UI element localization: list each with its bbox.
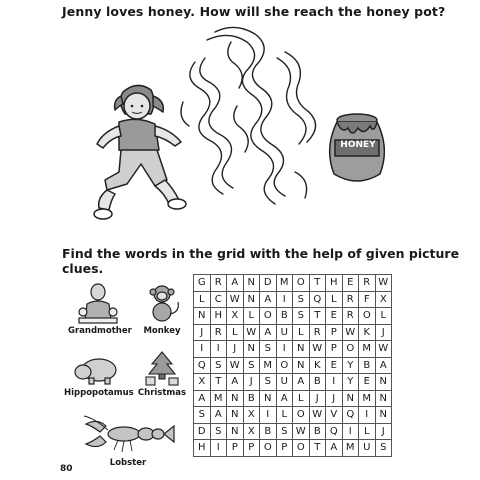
clue-label-monkey: Monkey	[143, 326, 181, 336]
grid-cell[interactable]: B	[243, 390, 260, 407]
honey-pot-label: HONEY	[340, 140, 376, 150]
clue-label-christmas: Christmas	[137, 388, 187, 398]
grid-cell[interactable]: W	[227, 291, 244, 308]
grid-cell[interactable]: A	[227, 374, 244, 391]
grid-row	[194, 374, 392, 391]
grid-cell[interactable]: I	[260, 407, 277, 424]
page-number: 80	[60, 464, 73, 474]
hippopotamus-icon	[73, 354, 121, 386]
grid-cell[interactable]: L	[359, 423, 376, 440]
grid-cell[interactable]: B	[260, 423, 277, 440]
grid-cell[interactable]: N	[227, 423, 244, 440]
grid-cell[interactable]: A	[210, 407, 227, 424]
grandmother-icon	[75, 282, 121, 324]
grid-cell[interactable]: S	[260, 341, 277, 358]
grid-cell[interactable]: Q	[326, 423, 343, 440]
grid-cell[interactable]: O	[293, 440, 310, 457]
grid-cell[interactable]: W	[309, 407, 326, 424]
grid-row	[194, 407, 392, 424]
clue-label-hippopotamus: Hippopotamus	[64, 388, 134, 398]
grid-cell[interactable]: I	[194, 341, 211, 358]
grid-row	[194, 324, 392, 341]
grid-cell[interactable]: O	[359, 308, 376, 325]
grid-row	[194, 291, 392, 308]
grid-cell[interactable]: X	[375, 291, 392, 308]
grid-cell[interactable]: A	[276, 390, 293, 407]
grid-cell[interactable]: P	[276, 440, 293, 457]
grid-cell[interactable]: L	[227, 324, 244, 341]
grid-row	[194, 341, 392, 358]
grid-cell[interactable]: M	[260, 357, 277, 374]
grid-cell[interactable]: X	[243, 407, 260, 424]
grid-row	[194, 308, 392, 325]
grid-cell[interactable]: K	[359, 324, 376, 341]
monkey-icon	[142, 282, 182, 324]
grid-cell[interactable]: W	[342, 324, 359, 341]
grid-cell[interactable]: U	[276, 324, 293, 341]
grid-cell[interactable]: O	[276, 357, 293, 374]
grid-row	[194, 440, 392, 457]
grid-cell[interactable]: B	[276, 308, 293, 325]
grid-row	[194, 423, 392, 440]
grid-cell[interactable]: X	[194, 374, 211, 391]
grid-cell[interactable]: S	[276, 423, 293, 440]
grid-cell[interactable]: K	[309, 357, 326, 374]
grid-cell[interactable]: M	[359, 341, 376, 358]
grid-cell[interactable]: A	[260, 291, 277, 308]
grid-cell[interactable]: L	[375, 308, 392, 325]
clue-christmas	[136, 350, 188, 398]
grid-cell[interactable]: T	[210, 374, 227, 391]
grid-row	[194, 357, 392, 374]
grid-cell[interactable]: X	[227, 308, 244, 325]
clue-grandmother	[68, 282, 132, 336]
grid-cell[interactable]: M	[276, 275, 293, 292]
christmas-tree-icon	[144, 350, 180, 386]
grid-cell[interactable]: I	[276, 341, 293, 358]
grid-cell[interactable]: D	[260, 275, 277, 292]
grid-cell[interactable]: L	[293, 324, 310, 341]
grid-cell[interactable]: N	[260, 390, 277, 407]
grid-cell[interactable]: N	[293, 341, 310, 358]
lobster-icon	[80, 414, 176, 456]
grid-cell[interactable]: A	[260, 324, 277, 341]
grid-row	[194, 275, 392, 292]
grid-cell[interactable]: I	[326, 374, 343, 391]
grid-cell[interactable]: Q	[194, 357, 211, 374]
grid-cell[interactable]: A	[194, 390, 211, 407]
grid-cell[interactable]: R	[210, 324, 227, 341]
grid-cell[interactable]: J	[243, 374, 260, 391]
grid-cell[interactable]: L	[276, 407, 293, 424]
grid-cell[interactable]: E	[326, 308, 343, 325]
clue-label-grandmother: Grandmother	[68, 326, 132, 336]
grid-cell[interactable]: T	[309, 275, 326, 292]
grid-cell[interactable]: S	[243, 357, 260, 374]
grid-cell[interactable]: S	[194, 407, 211, 424]
clue-hippopotamus	[64, 354, 134, 398]
grid-cell[interactable]: P	[227, 440, 244, 457]
grid-cell[interactable]: E	[359, 374, 376, 391]
grid-cell[interactable]: P	[326, 324, 343, 341]
grid-cell[interactable]: X	[243, 423, 260, 440]
grid-cell[interactable]: N	[293, 357, 310, 374]
grid-cell[interactable]: O	[293, 407, 310, 424]
grid-cell[interactable]: J	[227, 341, 244, 358]
grid-cell[interactable]: C	[210, 291, 227, 308]
grid-cell[interactable]: H	[194, 440, 211, 457]
grid-cell[interactable]: O	[260, 308, 277, 325]
grid-cell[interactable]: R	[309, 324, 326, 341]
grid-cell[interactable]: E	[326, 357, 343, 374]
grid-cell[interactable]: R	[342, 308, 359, 325]
grid-cell[interactable]: T	[309, 308, 326, 325]
grid-cell[interactable]: S	[293, 291, 310, 308]
grid-cell[interactable]: W	[227, 357, 244, 374]
maze-instruction: Jenny loves honey. How will she reach the honey pot?	[62, 4, 446, 19]
grid-cell[interactable]: L	[194, 291, 211, 308]
grid-cell[interactable]: N	[375, 374, 392, 391]
grid-cell[interactable]: V	[326, 407, 343, 424]
grid-cell[interactable]: I	[210, 440, 227, 457]
clue-monkey	[140, 282, 184, 336]
grid-cell[interactable]: N	[243, 275, 260, 292]
grid-cell[interactable]: L	[326, 291, 343, 308]
grid-cell[interactable]: J	[194, 324, 211, 341]
grid-cell[interactable]: P	[243, 440, 260, 457]
grid-cell[interactable]: J	[309, 390, 326, 407]
honey-maze	[175, 22, 325, 212]
grid-cell[interactable]: Y	[342, 374, 359, 391]
grid-cell[interactable]: R	[342, 291, 359, 308]
grid-cell[interactable]: O	[260, 440, 277, 457]
grid-cell[interactable]: N	[342, 390, 359, 407]
grid-cell[interactable]: S	[210, 357, 227, 374]
grid-cell[interactable]: R	[210, 275, 227, 292]
clue-label-lobster: Lobster	[109, 458, 147, 468]
clue-lobster	[80, 414, 176, 468]
grid-cell[interactable]: N	[243, 341, 260, 358]
grid-cell[interactable]: B	[309, 374, 326, 391]
grid-cell[interactable]: U	[359, 440, 376, 457]
grid-cell[interactable]: T	[309, 440, 326, 457]
grid-cell[interactable]: S	[375, 440, 392, 457]
word-search-grid	[193, 274, 392, 457]
grid-cell[interactable]: I	[359, 407, 376, 424]
grid-cell[interactable]: O	[293, 275, 310, 292]
grid-cell[interactable]: B	[309, 423, 326, 440]
grid-cell[interactable]: N	[243, 291, 260, 308]
grid-cell[interactable]: J	[375, 324, 392, 341]
grid-cell[interactable]: S	[260, 374, 277, 391]
grid-cell[interactable]: W	[243, 324, 260, 341]
grid-cell[interactable]: L	[243, 308, 260, 325]
grid-cell[interactable]: W	[375, 341, 392, 358]
grid-cell[interactable]: J	[326, 390, 343, 407]
grid-cell[interactable]: A	[375, 357, 392, 374]
grid-cell[interactable]: S	[293, 308, 310, 325]
grid-cell[interactable]: Q	[309, 291, 326, 308]
grid-cell[interactable]: I	[276, 291, 293, 308]
grid-cell[interactable]: G	[194, 275, 211, 292]
grid-cell[interactable]: N	[227, 407, 244, 424]
grid-row	[194, 390, 392, 407]
grid-cell[interactable]: L	[293, 390, 310, 407]
grid-cell[interactable]: A	[293, 374, 310, 391]
grid-cell[interactable]: Q	[342, 407, 359, 424]
grid-cell[interactable]: O	[342, 341, 359, 358]
grid-cell[interactable]: N	[375, 407, 392, 424]
grid-cell[interactable]: N	[227, 390, 244, 407]
grid-cell[interactable]: W	[375, 275, 392, 292]
grid-cell[interactable]: H	[326, 275, 343, 292]
grid-cell[interactable]: F	[359, 291, 376, 308]
grid-cell[interactable]: N	[194, 308, 211, 325]
grid-cell[interactable]: U	[276, 374, 293, 391]
grid-cell[interactable]: E	[342, 275, 359, 292]
grid-cell[interactable]: N	[375, 390, 392, 407]
grid-cell[interactable]: D	[194, 423, 211, 440]
wordsearch-instruction: Find the words in the grid with the help of given picture clues.	[62, 246, 460, 276]
grid-cell[interactable]: W	[309, 341, 326, 358]
grid-cell[interactable]: R	[359, 275, 376, 292]
grid-cell[interactable]: I	[342, 423, 359, 440]
grid-cell[interactable]: I	[210, 341, 227, 358]
grid-cell[interactable]: A	[227, 275, 244, 292]
grid-cell[interactable]: P	[326, 341, 343, 358]
grid-cell[interactable]: M	[210, 390, 227, 407]
grid-cell[interactable]: M	[359, 390, 376, 407]
grid-cell[interactable]: B	[359, 357, 376, 374]
grid-cell[interactable]: A	[326, 440, 343, 457]
grid-cell[interactable]: M	[342, 440, 359, 457]
grid-cell[interactable]: J	[375, 423, 392, 440]
grid-cell[interactable]: S	[210, 423, 227, 440]
grid-cell[interactable]: Y	[342, 357, 359, 374]
grid-cell[interactable]: W	[293, 423, 310, 440]
grid-cell[interactable]: H	[210, 308, 227, 325]
